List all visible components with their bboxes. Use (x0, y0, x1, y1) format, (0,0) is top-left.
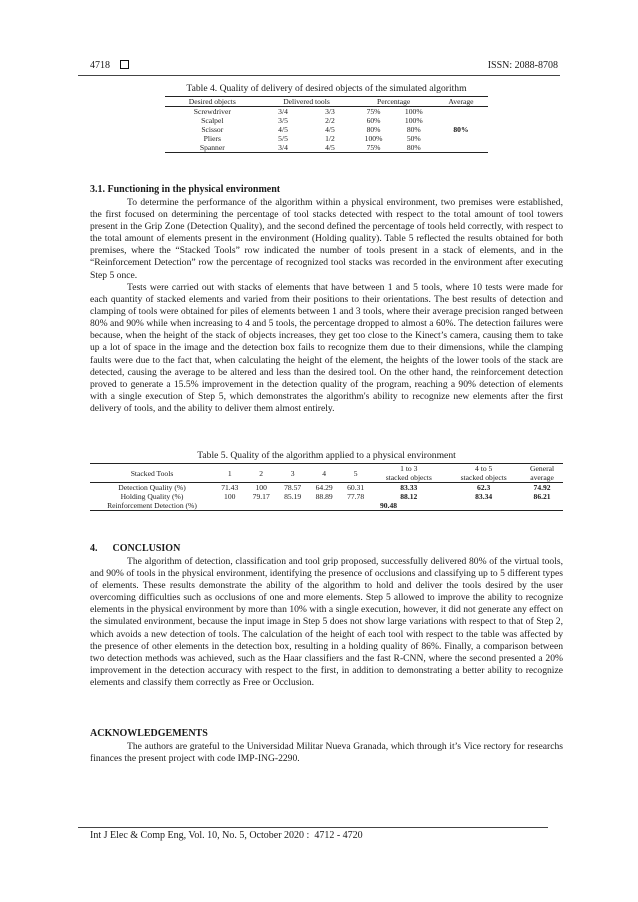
table5-col-general: General average (521, 464, 563, 483)
table5 (90, 463, 563, 511)
table4-cell: Spanner (199, 143, 225, 152)
table5-cell: 100 (224, 492, 236, 501)
table4-caption: Table 4. Quality of delivery of desired objects of the simulated algorithm (186, 83, 467, 94)
body-paragraph: The authors are grateful to the Universidad Militar Nueva Granada, which through it’s Vice rectory for researchs finances the present project with code IMP-ING-2290. (90, 741, 563, 765)
body-paragraph: The algorithm of detection, classification and tool grip proposed, successfully delivered 80% of the virtual tools, and 90% of tools in the physical environment, identifying the presence of occlusions and classifying up to 5 different types of elements. These results demonstrate the ability of the algorithm to hold and deliver the tools desired by the user overcoming difficulties such as occlusions of one and more elements. Step 5 allowed to improve the ability to recognize elements in the physical environment by more than 10% with a single execution, however, it did not generate any effect on the simulated environment, because the input image in Step 5 does not show large variations with respect to that of Step 2, which avoids a new detection of tools. The calculation of the height of each tool with respect to the table was affected by the presence of other elements in the detection box, resulting in a holding quality of 86%. Finally, a comparison between two detection methods was achieved, such as the Haar classifiers and the fast R-CNN, where the second presented a 20% improvement in the detection accuracy with respect to the first, in addition to demonstrating a better ability to recognize elements and classify them correctly as Free or Occlusion. (90, 556, 563, 688)
table5-cell: 83.33 (400, 483, 418, 492)
footer-rule (78, 827, 548, 828)
table4-cell: 5/5 (278, 134, 288, 143)
table5-cell: 64.29 (315, 483, 333, 492)
table5-row-label: Reinforcement Detection (%) (107, 501, 197, 510)
table5-col: 2 (245, 464, 276, 483)
table5-col: 1 (214, 464, 245, 483)
table5-reinforcement-value: 90.48 (379, 501, 398, 510)
table5-cell: 100 (255, 483, 267, 492)
table4-cell: 100% (404, 116, 423, 125)
table4-cell: 4/5 (325, 143, 335, 152)
table5-col: 5 (340, 464, 371, 483)
table-row (90, 492, 563, 501)
table-row (90, 501, 563, 511)
section-heading: ACKNOWLEDGEMENTS (90, 728, 208, 739)
table5-row-label: Holding Quality (%) (120, 492, 184, 501)
table5-col: 4 (308, 464, 339, 483)
table4 (165, 96, 488, 153)
table5-col-4-to-5: 4 to 5 stacked objects (446, 464, 521, 483)
table4-col-delivered: Delivered tools (260, 97, 354, 107)
table5-row-label: Detection Quality (%) (118, 483, 186, 492)
table4-cell: 3/5 (278, 116, 288, 125)
journal-issn: ISSN: 2088-8708 (487, 60, 558, 71)
table4-cell: 2/2 (325, 116, 335, 125)
table5-cell: 85.19 (284, 492, 302, 501)
table5-cell: 62.3 (477, 483, 491, 492)
table5-cell: 79.17 (252, 492, 270, 501)
square-bullet-icon (120, 60, 129, 69)
table4-cell: 3/3 (325, 107, 335, 116)
table4-cell: 60% (366, 116, 381, 125)
table5-col: 3 (277, 464, 308, 483)
table4-cell: 75% (366, 143, 381, 152)
table4-cell: 80% (406, 125, 421, 134)
table5-cell: 83.34 (475, 492, 493, 501)
table4-cell: Screwdriver (193, 107, 231, 116)
table5-cell: 86.21 (533, 492, 551, 501)
table5-cell: 88.12 (400, 492, 418, 501)
table4-cell: 100% (364, 134, 383, 143)
table5-header-row (90, 464, 563, 483)
table4-col-percentage: Percentage (353, 97, 434, 107)
table4-cell: 75% (366, 107, 381, 116)
page-number: 4718 (90, 60, 129, 71)
table4-cell: 80% (406, 143, 421, 152)
body-paragraph: To determine the performance of the algorithm within a physical environment, two premises were established, the first focused on determining the percentage of tool stacks detected with respect to the total amount of tool towers present in the Grip Zone (Detection Quality), and the second defined the percentage of tools held correctly, with respect to the total amount of elements present in the environment (Holding quality). Table 5 reflected the results obtained for both premises, where the “Stacked Tools” row indicated the number of tools present in a stack of elements, and in the “Reinforcement Detection” row the percentage of recognized tool stacks was recorded in the environment after executing Step 5 once. (90, 197, 563, 281)
table4-average-value: 80% (453, 125, 469, 134)
table5-cell: 78.57 (284, 483, 302, 492)
table4-col-average: Average (434, 97, 488, 107)
table4-cell: 4/5 (278, 125, 288, 134)
table4-cell: 1/2 (325, 134, 335, 143)
table5-col-1-to-3: 1 to 3 stacked objects (371, 464, 446, 483)
table4-cell: 3/4 (278, 143, 288, 152)
table5-cell: 60.31 (347, 483, 365, 492)
table4-cell: 50% (406, 134, 421, 143)
table4-cell: Pliers (203, 134, 221, 143)
table4-cell: 4/5 (325, 125, 335, 134)
table-row (90, 483, 563, 493)
table4-col-objects: Desired objects (165, 97, 260, 107)
table5-cell: 71.43 (221, 483, 239, 492)
header-rule (78, 75, 560, 76)
footer-citation: Int J Elec & Comp Eng, Vol. 10, No. 5, October 2020 : 4712 - 4720 (90, 830, 363, 841)
table4-cell: 3/4 (278, 107, 288, 116)
table-row (165, 107, 488, 117)
table5-cell: 77.78 (347, 492, 365, 501)
table5-cell: 88.89 (315, 492, 333, 501)
section-heading: 3.1. Functioning in the physical environment (90, 184, 281, 195)
table4-cell: Scalpel (201, 116, 224, 125)
table4-cell: Scissor (201, 125, 224, 134)
section-heading: 4. CONCLUSION (90, 543, 181, 554)
table4-header-row (165, 97, 488, 107)
table5-caption: Table 5. Quality of the algorithm applied to a physical environment (197, 450, 456, 461)
body-paragraph: Tests were carried out with stacks of elements that have between 1 and 5 tools, where 10 tests were made for each quantity of stacked elements and varied from their positions to their orientations. The best results of detection and clamping of tools were obtained for piles of elements between 1 and 3 tools, where their average precision ranged between 80% and 90% while when increasing to 4 and 5 tools, the percentage dropped to almost a 60%. The detection failures were because, when the height of the stack of objects increases, they get too close to the Kinect’s camera, causing them to take up a lot of space in the image and the detection box fails to recognize them due to their dimensions, while the clamping faults were due to the fact that, when calculating the height of the element, the heights of the lower tools of the stack are detected, causing the average to be altered and less than the desired tool. On the other hand, the reinforcement detection proved to generate a 15.5% improvement in the detection quality of the program, reaching a 90% detection of elements with a single execution of Step 5, which demonstrates the algorithm's ability to recognize new elements after the first delivery of tools, and the ability to deliver them almost entirely. (90, 282, 563, 414)
table4-cell: 80% (366, 125, 381, 134)
table5-cell: 74.92 (533, 483, 551, 492)
table5-col-stacked-tools: Stacked Tools (90, 464, 214, 483)
table4-cell: 100% (404, 107, 423, 116)
